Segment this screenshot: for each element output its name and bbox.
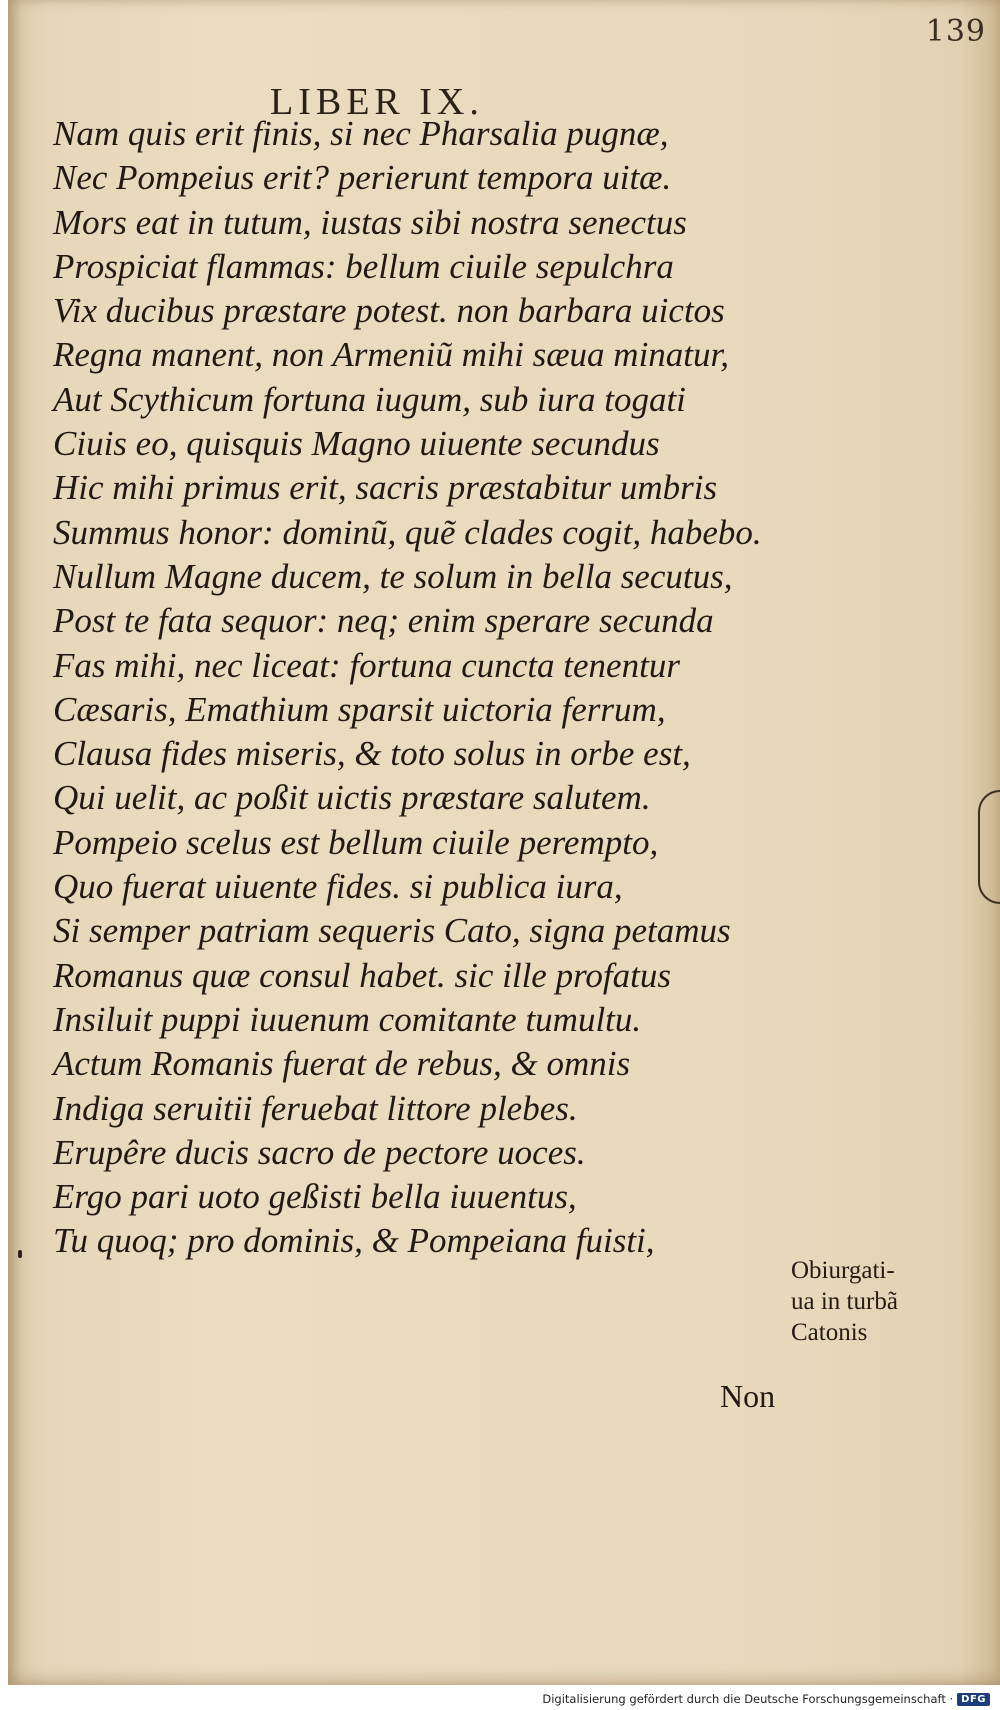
running-head: LIBER IX.: [270, 81, 484, 123]
verse-line: Ciuis eo, quisquis Magno uiuente secundus: [53, 424, 660, 464]
verse-line: Romanus quæ consul habet. sic ille profatus: [53, 955, 671, 995]
verse-line: Nullum Magne ducem, te solum in bella secutus,: [53, 556, 733, 596]
verse-line: Pompeio scelus est bellum ciuile perempto,: [53, 822, 659, 862]
verse-line: Mors eat in tutum, iustas sibi nostra senectus: [53, 202, 687, 242]
marginal-note-line: ua in turbã: [791, 1288, 898, 1315]
verse-line: Fas mihi, nec liceat: fortuna cuncta tenentur: [53, 645, 680, 685]
verse-line: Tu quoq; pro dominis, & Pompeiana fuisti,: [53, 1221, 655, 1261]
catchword: Non: [720, 1378, 776, 1414]
marginal-note-line: Obiurgati-: [791, 1257, 895, 1284]
credit-text: Digitalisierung gefördert durch die Deutsche Forschungsgemeinschaft ·: [542, 1692, 954, 1706]
verse-line: Summus honor: dominũ, quẽ clades cogit, habebo.: [53, 512, 762, 552]
marginal-note: [791, 1255, 898, 1348]
verse-line: Clausa fides miseris, & toto solus in orbe est,: [53, 734, 691, 774]
marginal-note-line: Catonis: [791, 1319, 868, 1346]
book-page: [8, 0, 1000, 1685]
verse-line: Insiluit puppi iuuenum comitante tumultu.: [53, 999, 642, 1039]
verse-line: Hic mihi primus erit, sacris præstabitur umbris: [53, 468, 718, 508]
margin-mark: [18, 1250, 22, 1258]
page-edge-curl: [978, 790, 1000, 904]
dfg-logo-icon: DFG: [957, 1693, 990, 1706]
verse-line: Prospiciat flammas: bellum ciuile sepulchra: [53, 246, 674, 286]
verse-line: Actum Romanis fuerat de rebus, & omnis: [53, 1044, 631, 1084]
verse-line: Si semper patriam sequeris Cato, signa petamus: [53, 911, 731, 951]
verse-line: Indiga seruitii feruebat littore plebes.: [53, 1088, 578, 1128]
verse-line: Cæsaris, Emathium sparsit uictoria ferrum,: [53, 689, 666, 729]
verse-line: Nam quis erit finis, si nec Pharsalia pugnæ,: [53, 114, 669, 153]
credit-bar: [0, 1685, 1000, 1710]
verse-line: Nec Pompeius erit? perierunt tempora uitæ.: [53, 158, 672, 198]
folio-number: 139: [925, 14, 986, 49]
verse-line: Aut Scythicum fortuna iugum, sub iura togati: [53, 379, 686, 419]
verse-line: Vix ducibus præstare potest. non barbara uictos: [53, 291, 725, 331]
verse-list: [53, 112, 762, 1264]
verse-line: Erupêre ducis sacro de pectore uoces.: [53, 1132, 586, 1172]
verse-line: Quo fuerat uiuente fides. si publica iura,: [53, 867, 623, 907]
verse-line: Qui uelit, ac poßit uictis præstare salutem.: [53, 778, 651, 818]
verse-line: Regna manent, non Armeniũ mihi sæua minatur,: [53, 335, 730, 375]
verse-line: Ergo pari uoto geßisti bella iuuentus,: [53, 1177, 577, 1217]
credit-line: [542, 1692, 990, 1706]
verse-line: Post te fata sequor: neq; enim sperare secunda: [53, 601, 714, 641]
